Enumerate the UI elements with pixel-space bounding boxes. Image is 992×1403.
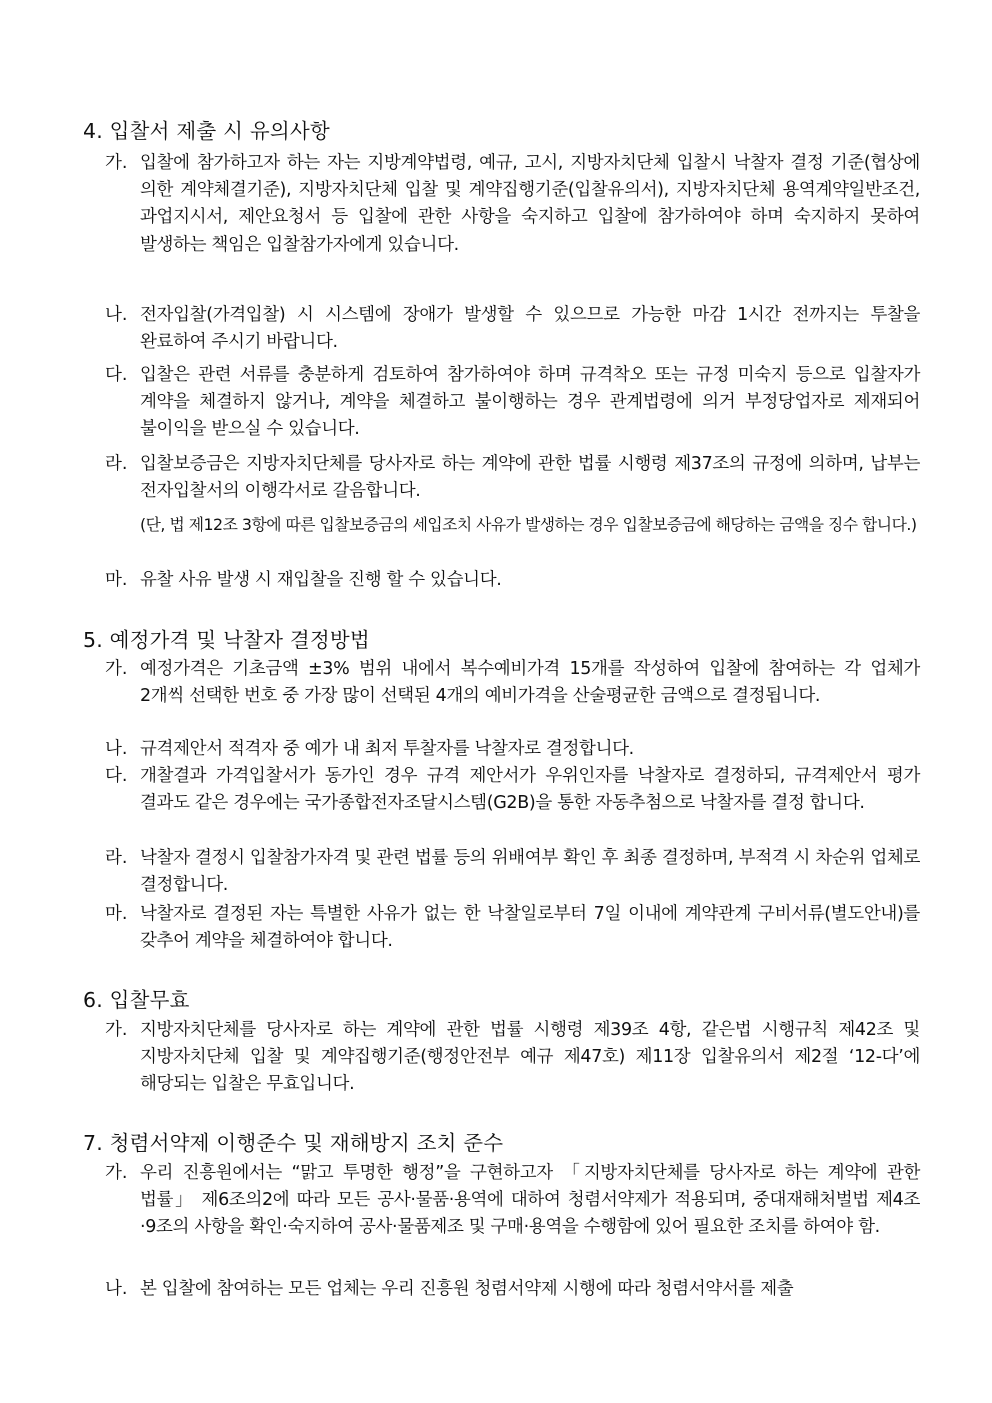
list-item-text: 개찰결과 가격입찰서가 동가인 경우 규격 제안서가 우위인자를 낙찰자로 결정하되, 규격제안서 평가 결과도 같은 경우에는 국가종합전자조달시스템(G2B)을 통한 자동추첨으로 낙찰자를 결정 합니다. [140,766,920,814]
list-item-text: 우리 진흥원에서는 “맑고 투명한 행정”을 구현하고자 「지방자치단체를 당사자로 하는 계약에 관한 법률」 제6조의2에 따라 모든 공사·물품·용역에 대하여 청렴서약제가 적용되며, 중대재해처벌법 제4조·9조의 사항을 확인·숙지하여 공사·물품제조 및 구매·용역을 수행함에 있어 필요한 조치를 하여야 함. [140,1163,920,1238]
list-marker: 가. [105,1020,128,1040]
list-item-text: 입찰은 관련 서류를 충분하게 검토하여 참가하여야 하며 규격착오 또는 규정 미숙지 등으로 입찰자가 계약을 체결하지 않거나, 계약을 체결하고 불이행하는 경우 관계법령에 의거 부정당업자로 제재되어 불이익을 받으실 수 있습니다. [140,365,920,440]
list-item-text: 낙찰자 결정시 입찰참가자격 및 관련 법률 등의 위배여부 확인 후 최종 결정하며, 부적격 시 차순위 업체로 결정합니다. [140,848,920,896]
list-marker: 나. [105,1279,128,1299]
list-item-text: 규격제안서 적격자 중 예가 내 최저 투찰자를 낙찰자로 결정합니다. [140,739,634,759]
list-marker: 다. [105,766,128,786]
list-marker: 다. [105,365,128,385]
list-marker: 라. [105,848,128,868]
list-item-text: 본 입찰에 참여하는 모든 업체는 우리 진흥원 청렴서약제 시행에 따라 청렴서약서를 제출 [140,1279,794,1299]
list-item-text: 유찰 사유 발생 시 재입찰을 진행 할 수 있습니다. [140,570,502,590]
section-heading: 5. 예정가격 및 낙찰자 결정방법 [83,628,370,652]
list-item-text: 전자입찰(가격입찰) 시 시스템에 장애가 발생할 수 있으므로 가능한 마감 1시간 전까지는 투찰을 완료하여 주시기 바랍니다. [140,305,920,353]
list-marker: 가. [105,659,128,679]
list-item-text: 입찰보증금은 지방자치단체를 당사자로 하는 계약에 관한 법률 시행령 제37조의 규정에 의하며, 납부는 전자입찰서의 이행각서로 갈음합니다. [140,454,920,502]
section-heading: 6. 입찰무효 [83,988,190,1012]
list-item-text: 낙찰자로 결정된 자는 특별한 사유가 없는 한 낙찰일로부터 7일 이내에 계약관계 구비서류(별도안내)를 갖추어 계약을 체결하여야 합니다. [140,904,920,952]
list-marker: 마. [105,570,128,590]
list-marker: 나. [105,739,128,759]
list-item-note: (단, 법 제12조 3항에 따른 입찰보증금의 세입조치 사유가 발생하는 경우 입찰보증금에 해당하는 금액을 징수 합니다.) [140,515,917,534]
list-marker: 마. [105,904,128,924]
list-marker: 가. [105,153,128,173]
section-heading: 4. 입찰서 제출 시 유의사항 [83,119,330,143]
list-item-text: 입찰에 참가하고자 하는 자는 지방계약법령, 예규, 고시, 지방자치단체 입찰시 낙찰자 결정 기준(협상에 의한 계약체결기준), 지방자치단체 입찰 및 계약집행기준(입찰유의서), 지방자치단체 용역계약일반조건, 과업지시서, 제안요청서 등 입찰에 관한 사항을 숙지하고 입찰에 참가하여야 하며 숙지하지 못하여 발생하는 책임은 입찰참가자에게 있습니다. [140,153,920,255]
section-heading: 7. 청렴서약제 이행준수 및 재해방지 조치 준수 [83,1131,504,1155]
list-item-text: 예정가격은 기초금액 ±3% 범위 내에서 복수예비가격 15개를 작성하여 입찰에 참여하는 각 업체가 2개씩 선택한 번호 중 가장 많이 선택된 4개의 예비가격을 산술평균한 금액으로 결정됩니다. [140,659,920,707]
list-marker: 라. [105,454,128,474]
list-item-text: 지방자치단체를 당사자로 하는 계약에 관한 법률 시행령 제39조 4항, 같은법 시행규칙 제42조 및 지방자치단체 입찰 및 계약집행기준(행정안전부 예규 제47호) 제11장 입찰유의서 제2절 ‘12-다’에 해당되는 입찰은 무효입니다. [140,1020,920,1095]
list-marker: 가. [105,1163,128,1183]
list-marker: 나. [105,305,128,325]
